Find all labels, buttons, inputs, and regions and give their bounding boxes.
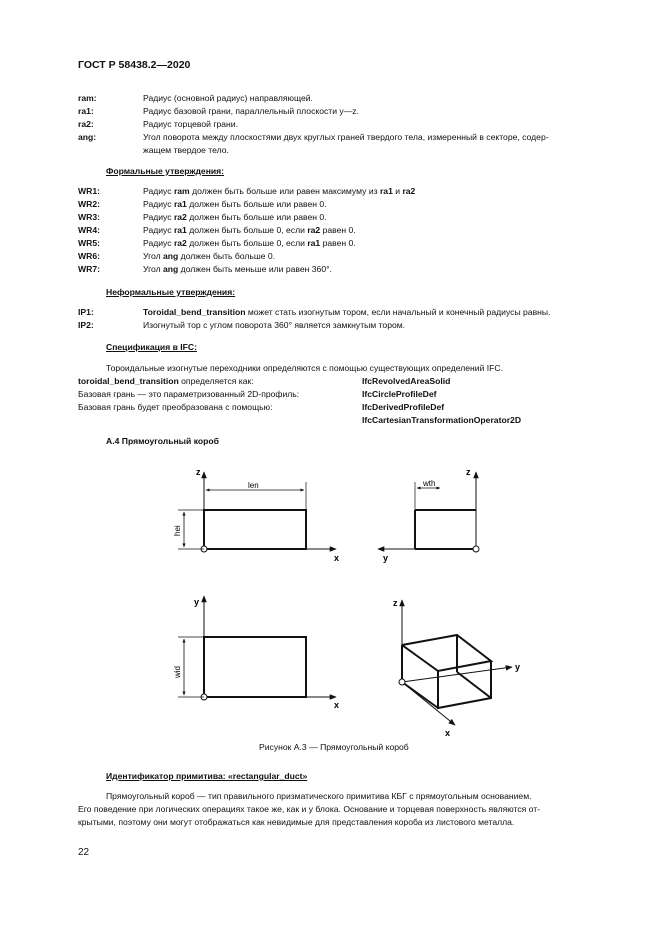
z-axis-label: z [196, 467, 201, 477]
x-axis-label: x [334, 553, 340, 563]
rule-term: ra1 [173, 225, 187, 235]
z-axis-label: z [466, 467, 471, 477]
document-header: ГОСТ Р 58438.2—2020 [78, 59, 191, 71]
rule-id: WR1: [78, 186, 100, 196]
rule-term: ra2 [307, 225, 321, 235]
view-isometric [393, 598, 520, 738]
rule-term: Toroidal_bend_transition [143, 307, 246, 317]
box-edge [402, 682, 438, 708]
figure-rectangular-duct [0, 460, 661, 760]
rule-fragment: Угол [143, 251, 164, 261]
wth-label: wth [423, 479, 436, 488]
rule-id: WR3: [78, 212, 100, 222]
rule-term: ra1 [379, 186, 393, 196]
ifc-entity-name: toroidal_bend_transition [78, 376, 179, 386]
ifc-intro: Тороидальные изогнутые переходники определяются с помощью существующих определений IFC. [106, 363, 503, 373]
rule-fragment: должен быть больше или равен максимуму из [189, 186, 380, 196]
ifc-row-left: Базовая грань будет преобразована с помощью: [78, 402, 273, 412]
formal-heading: Формальные утверждения: [106, 166, 225, 176]
rule-text [143, 199, 327, 209]
rule-fragment: равен 0. [320, 238, 356, 248]
rule-fragment: должен быть меньше или равен 360°. [178, 264, 332, 274]
y-axis-label: y [515, 662, 521, 672]
rule-text [143, 225, 356, 235]
rule-fragment: равен 0. [320, 225, 356, 235]
page-number: 22 [78, 847, 90, 858]
rule-term: ra2 [173, 238, 187, 248]
rule-text [143, 307, 550, 317]
ifc-row-right: IfcCircleProfileDef [362, 389, 437, 399]
ifc-row-text: определяется как: [178, 376, 254, 386]
view-xz [173, 467, 339, 563]
rule-term: ang [163, 264, 179, 274]
rule-fragment: и [392, 186, 403, 196]
rule-term: ra2 [402, 186, 416, 196]
rule-fragment: Радиус [143, 212, 174, 222]
paragraph-line: Его поведение при логических операциях такое же, как и у блока. Основание и торцевая поверхность являются от- [78, 804, 541, 814]
rule-fragment: Радиус [143, 225, 174, 235]
hei-label: hei [173, 525, 182, 536]
wid-label: wid [173, 665, 182, 678]
rule-fragment: Радиус [143, 186, 174, 196]
ifc-row-right: IfcRevolvedAreaSolid [362, 376, 451, 386]
rule-term: ang [163, 251, 179, 261]
rule-fragment: Изогнутый тор с углом поворота 360° является замкнутым тором. [143, 320, 406, 330]
rule-fragment: должен быть больше 0, если [186, 225, 308, 235]
rule-text [143, 251, 275, 261]
rule-text [143, 264, 332, 274]
section-title: А.4 Прямоугольный короб [106, 436, 219, 446]
rule-fragment: должен быть больше или равен 0. [186, 199, 327, 209]
box-edge [457, 672, 491, 698]
rule-fragment: должен быть больше 0, если [186, 238, 308, 248]
rule-term: ra1 [307, 238, 321, 248]
view-yz [378, 467, 479, 563]
attr-desc: Радиус (основной радиус) направляющей. [143, 93, 313, 103]
ifc-row-left [78, 376, 254, 386]
x-axis-label: x [334, 700, 340, 710]
box-front-face [438, 661, 491, 708]
rule-fragment: Угол [143, 264, 164, 274]
rule-fragment: должен быть больше 0. [178, 251, 276, 261]
rule-id: WR6: [78, 251, 100, 261]
origin-marker [399, 679, 405, 685]
rule-id: IP2: [78, 320, 94, 330]
paragraph-line: крытыми, поэтому они могут отображаться как невидимые для представления короба из листового металла. [78, 817, 515, 827]
paragraph-line: Прямоугольный короб — тип правильного призматического примитива КБГ с прямоугольным основанием. [106, 791, 532, 801]
z-axis-label: z [393, 598, 398, 608]
attr-desc: Угол поворота между плоскостями двух круглых граней твердого тела, измеренный в секторе, содер- [143, 132, 549, 142]
rule-text [143, 212, 327, 222]
rule-term: ram [173, 186, 190, 196]
rule-id: WR2: [78, 199, 100, 209]
informal-heading: Неформальные утверждения: [106, 287, 236, 297]
attr-term: ra2: [78, 119, 94, 129]
attr-term: ram: [78, 93, 97, 103]
figure-caption: Рисунок А.3 — Прямоугольный короб [259, 742, 409, 752]
y-axis-label: y [194, 597, 200, 607]
rule-fragment: Радиус [143, 199, 174, 209]
identifier-heading: Идентификатор примитива: «rectangular_duct» [106, 771, 308, 781]
ifc-row-right: IfcDerivedProfileDef [362, 402, 445, 412]
attr-desc: Радиус базовой грани, параллельный плоскости y—z. [143, 106, 359, 116]
box-outline [204, 510, 306, 549]
rule-id: WR7: [78, 264, 100, 274]
rule-id: WR4: [78, 225, 100, 235]
rule-id: IP1: [78, 307, 94, 317]
ifc-row-left: Базовая грань — это параметризованный 2D-профиль: [78, 389, 300, 399]
ifc-row-right: IfcCartesianTransformationOperator2D [362, 415, 522, 425]
attr-desc: Радиус торцевой грани. [143, 119, 238, 129]
rule-fragment: должен быть больше или равен 0. [186, 212, 327, 222]
x-axis-label: x [445, 728, 451, 738]
box-top-face [402, 635, 491, 671]
rule-text [143, 320, 405, 330]
y-axis-label: y [383, 553, 389, 563]
view-xy [173, 596, 339, 710]
rule-term: ra2 [173, 212, 187, 222]
attr-term: ra1: [78, 106, 94, 116]
rule-term: ra1 [173, 199, 187, 209]
ifc-heading: Спецификация в IFC: [106, 342, 197, 352]
rule-text [143, 186, 415, 196]
rule-fragment: Радиус [143, 238, 174, 248]
rule-fragment: может стать изогнутым тором, если начальный и конечный радиусы равны. [245, 307, 551, 317]
len-label: len [248, 481, 259, 490]
rule-id: WR5: [78, 238, 100, 248]
attr-desc-continuation: жащем твердое тело. [143, 145, 229, 155]
origin-marker [473, 546, 479, 552]
attr-term: ang: [78, 132, 97, 142]
rule-text [143, 238, 356, 248]
box-outline [204, 637, 306, 697]
